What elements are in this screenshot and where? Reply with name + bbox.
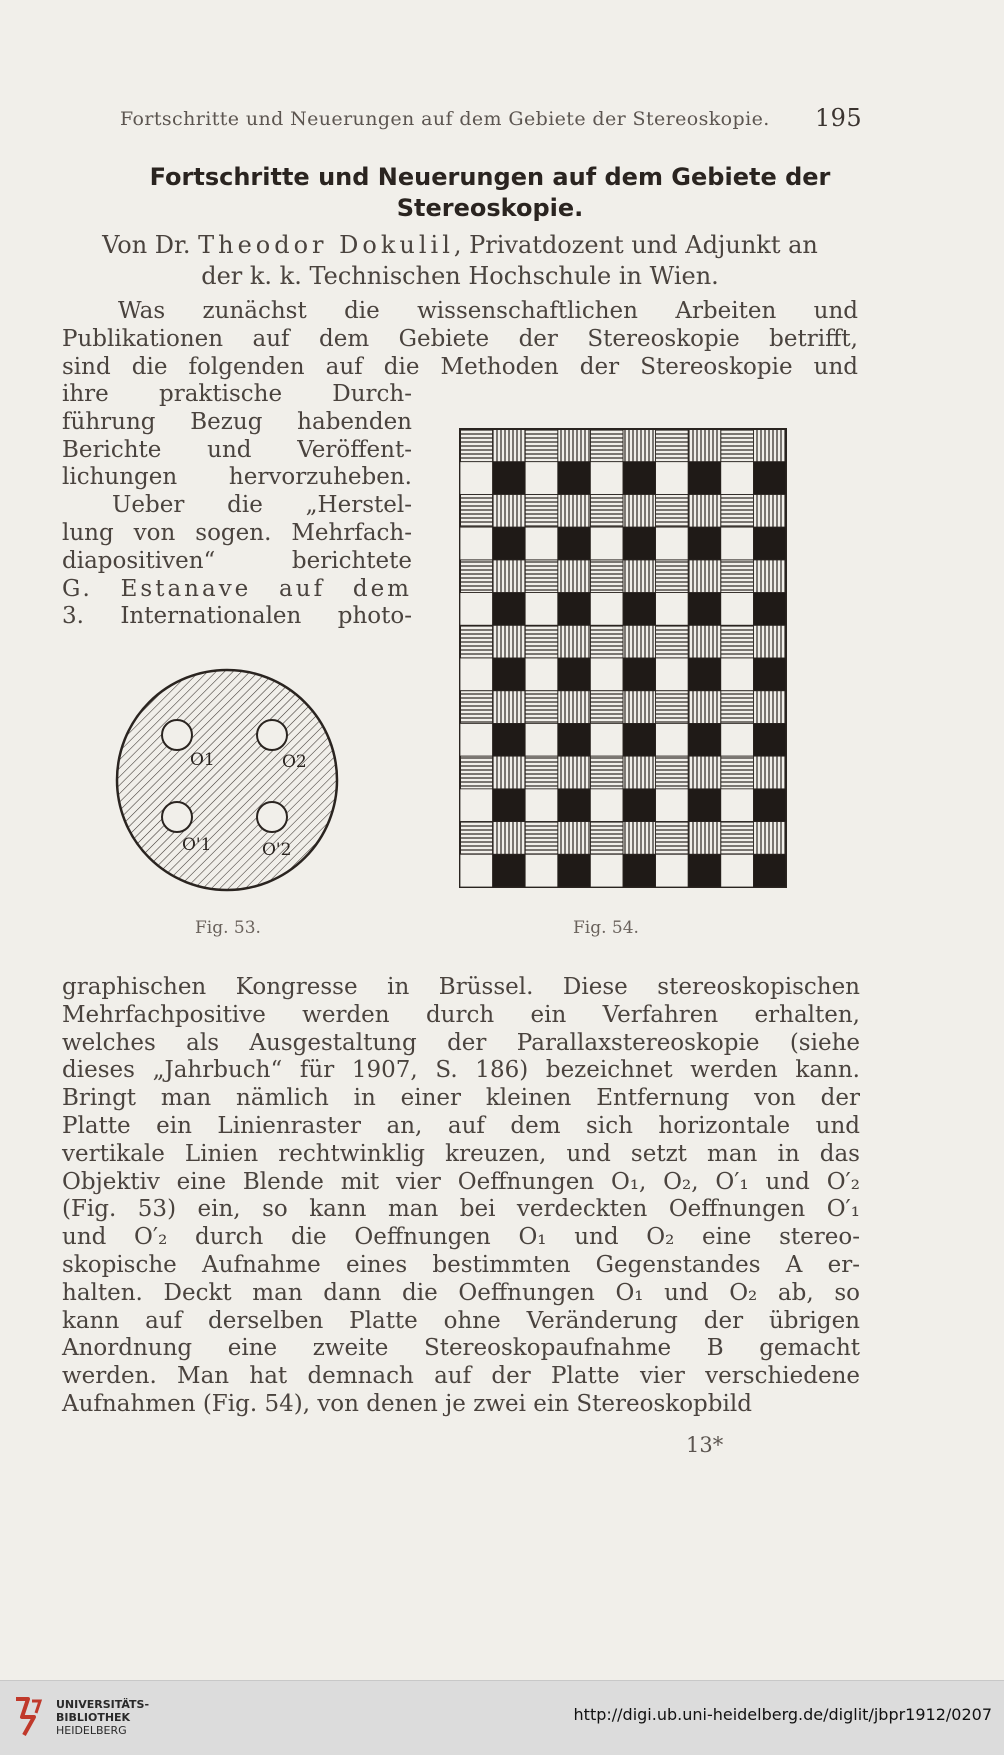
raster-cell	[623, 527, 656, 560]
raster-cell	[623, 560, 656, 593]
raster-cell	[460, 527, 493, 560]
raster-cell	[753, 429, 786, 462]
raster-cell	[525, 756, 558, 789]
running-head	[120, 104, 862, 132]
text-line: dieses „Jahrbuch“ für 1907, S. 186) bezeichnet werden kann.	[62, 1057, 860, 1084]
raster-cell	[460, 625, 493, 658]
raster-cell	[558, 658, 591, 691]
raster-cell	[623, 756, 656, 789]
raster-cell	[460, 593, 493, 626]
raster-cell	[525, 527, 558, 560]
raster-cell	[753, 756, 786, 789]
raster-cell	[525, 854, 558, 887]
raster-cell	[525, 593, 558, 626]
raster-cell	[656, 822, 689, 855]
raster-cell	[590, 756, 623, 789]
author-name: Theodor Dokulil	[198, 231, 454, 259]
raster-cell	[753, 723, 786, 756]
raster-cell	[688, 593, 721, 626]
logo-line-3: HEIDELBERG	[56, 1724, 127, 1737]
raster-cell	[623, 625, 656, 658]
raster-cell	[590, 822, 623, 855]
raster-cell	[558, 593, 591, 626]
raster-cell	[656, 527, 689, 560]
raster-cell	[558, 723, 591, 756]
raster-cell	[590, 462, 623, 495]
raster-cell	[656, 593, 689, 626]
raster-cell	[590, 494, 623, 527]
caption-fig-53: Fig. 53.	[195, 918, 261, 938]
raster-cell	[493, 527, 526, 560]
raster-cell	[721, 658, 754, 691]
raster-cell	[688, 462, 721, 495]
raster-cell	[688, 658, 721, 691]
raster-cell	[623, 494, 656, 527]
raster-cell	[656, 560, 689, 593]
text-line: lung von sogen. Mehrfach-	[62, 519, 412, 546]
raster-cell	[493, 756, 526, 789]
raster-cell	[558, 429, 591, 462]
aperture-o2	[257, 720, 287, 750]
raster-cell	[688, 429, 721, 462]
raster-cell	[688, 854, 721, 887]
text-line: Anordnung eine zweite Stereoskopaufnahme B gemacht	[62, 1335, 860, 1362]
raster-cell	[721, 462, 754, 495]
raster-cell	[688, 723, 721, 756]
text-line: skopische Aufnahme eines bestimmten Gegenstandes A er-	[62, 1251, 860, 1278]
paragraph-intro	[62, 298, 858, 381]
raster-cell	[656, 723, 689, 756]
raster-cell	[493, 691, 526, 724]
raster-cell	[753, 494, 786, 527]
library-logo-text	[56, 1698, 149, 1737]
raster-cell	[721, 527, 754, 560]
raster-cell	[688, 560, 721, 593]
raster-cell	[558, 625, 591, 658]
raster-cell	[460, 691, 493, 724]
raster-cell	[493, 560, 526, 593]
title-line-1: Fortschritte und Neuerungen auf dem Gebiete der	[149, 163, 831, 191]
text-line: graphischen Kongresse in Brüssel. Diese stereoskopischen	[62, 974, 860, 1000]
raster-cell	[688, 625, 721, 658]
figure-53-aperture-disc	[112, 665, 342, 895]
raster-cell	[688, 691, 721, 724]
raster-cell	[525, 625, 558, 658]
text-line: diapositiven“ berichtete	[62, 547, 412, 574]
label-o1-prime: O'1	[182, 835, 212, 855]
raster-cell	[623, 462, 656, 495]
text-line: Was zunächst die wissenschaftlichen Arbeiten und	[118, 298, 858, 324]
raster-cell	[753, 854, 786, 887]
raster-cell	[493, 462, 526, 495]
raster-cell	[688, 756, 721, 789]
raster-cell	[623, 789, 656, 822]
paragraph-narrow-column	[62, 381, 412, 631]
raster-cell	[656, 625, 689, 658]
aperture-o1	[162, 720, 192, 750]
raster-cell	[460, 789, 493, 822]
raster-cell	[525, 560, 558, 593]
raster-cell	[525, 429, 558, 462]
raster-cell	[590, 658, 623, 691]
raster-cell	[590, 593, 623, 626]
raster-cell	[590, 625, 623, 658]
page-number: 195	[814, 104, 862, 132]
raster-cell	[623, 854, 656, 887]
raster-cell	[721, 494, 754, 527]
raster-cell	[688, 494, 721, 527]
author-suffix: , Privatdozent und Adjunkt an	[453, 231, 818, 259]
raster-cell	[493, 658, 526, 691]
text-line: Bringt man nämlich in einer kleinen Entfernung von der	[62, 1085, 860, 1112]
raster-cell	[721, 756, 754, 789]
raster-cell	[623, 723, 656, 756]
text-line: Mehrfachpositive werden durch ein Verfahren erhalten,	[62, 1001, 860, 1028]
raster-cell	[590, 429, 623, 462]
raster-cell	[590, 789, 623, 822]
text-line: Objektiv eine Blende mit vier Oeffnungen O₁, O₂, O′₁ und O′₂	[62, 1168, 860, 1195]
raster-cell	[656, 691, 689, 724]
raster-cell	[558, 854, 591, 887]
raster-cell	[753, 527, 786, 560]
raster-cell	[688, 527, 721, 560]
raster-cell	[460, 658, 493, 691]
raster-cell	[721, 723, 754, 756]
raster-cell	[753, 822, 786, 855]
raster-cell	[721, 625, 754, 658]
text-line: führung Bezug habenden	[62, 408, 412, 435]
raster-cell	[558, 822, 591, 855]
label-o2-prime: O'2	[262, 840, 292, 860]
author-block	[60, 230, 860, 292]
raster-cell	[460, 462, 493, 495]
logo-line-1: UNIVERSITÄTS-	[56, 1698, 150, 1711]
raster-cell	[590, 560, 623, 593]
raster-cell	[656, 658, 689, 691]
raster-cell	[558, 756, 591, 789]
raster-cell	[721, 429, 754, 462]
text-line: Ueber die „Herstel-	[112, 492, 412, 519]
article-title	[100, 162, 880, 224]
viewer-footer	[0, 1680, 1004, 1755]
raster-cell	[460, 429, 493, 462]
raster-cell	[656, 789, 689, 822]
label-o2: O2	[282, 752, 307, 772]
raster-cell	[721, 854, 754, 887]
raster-cell	[525, 691, 558, 724]
raster-cell	[721, 560, 754, 593]
raster-cell	[721, 789, 754, 822]
raster-cell	[753, 462, 786, 495]
raster-cell	[590, 691, 623, 724]
raster-cell	[525, 723, 558, 756]
raster-cell	[590, 723, 623, 756]
raster-cell	[558, 691, 591, 724]
raster-cell	[721, 691, 754, 724]
author-prefix: Von Dr.	[102, 231, 199, 259]
author-line-2: der k. k. Technischen Hochschule in Wien.	[201, 262, 719, 290]
text-line: kann auf derselben Platte ohne Veränderung der übrigen	[62, 1307, 860, 1334]
text-line: halten. Deckt man dann die Oeffnungen O₁ und O₂ ab, so	[62, 1279, 860, 1306]
raster-cell	[493, 593, 526, 626]
raster-cell	[688, 789, 721, 822]
text-line: (Fig. 53) ein, so kann man bei verdeckten Oeffnungen O′₁	[62, 1196, 860, 1223]
aperture-o1-prime	[162, 802, 192, 832]
label-o1: O1	[190, 750, 215, 770]
raster-cell	[623, 658, 656, 691]
raster-cell	[460, 756, 493, 789]
text-line: Aufnahmen (Fig. 54), von denen je zwei ein Stereoskopbild	[62, 1390, 752, 1417]
raster-cell	[460, 560, 493, 593]
raster-cell	[656, 854, 689, 887]
caption-fig-54: Fig. 54.	[573, 918, 639, 938]
raster-cell	[558, 494, 591, 527]
paragraph-main	[62, 974, 860, 1419]
raster-cell	[623, 429, 656, 462]
title-line-2: Stereoskopie.	[396, 194, 584, 222]
raster-cell	[493, 822, 526, 855]
raster-cell	[590, 527, 623, 560]
text-line: Platte ein Linienraster an, auf dem sich horizontale und	[62, 1112, 860, 1139]
signature-mark: 13*	[686, 1433, 724, 1457]
raster-cell	[753, 691, 786, 724]
raster-cell	[493, 429, 526, 462]
raster-cell	[493, 789, 526, 822]
raster-cell	[460, 723, 493, 756]
text-line: lichungen hervorzuheben.	[62, 464, 412, 491]
raster-cell	[460, 854, 493, 887]
library-logo-icon	[12, 1695, 44, 1739]
raster-cell	[525, 462, 558, 495]
raster-cell	[656, 494, 689, 527]
raster-cell	[525, 789, 558, 822]
raster-cell	[558, 462, 591, 495]
text-line: Publikationen auf dem Gebiete der Stereoskopie betrifft,	[62, 325, 858, 352]
raster-cell	[493, 494, 526, 527]
raster-cell	[656, 429, 689, 462]
aperture-o2-prime	[257, 802, 287, 832]
raster-cell	[753, 789, 786, 822]
raster-cell	[753, 625, 786, 658]
text-line: und O′₂ durch die Oeffnungen O₁ und O₂ eine stereo-	[62, 1224, 860, 1251]
text-line: G. Estanave auf dem	[62, 575, 412, 602]
raster-cell	[493, 854, 526, 887]
logo-line-2: BIBLIOTHEK	[56, 1711, 131, 1724]
text-line: ihre praktische Durch-	[62, 381, 412, 407]
raster-cell	[656, 756, 689, 789]
source-url-link[interactable]: http://digi.ub.uni-heidelberg.de/diglit/jbpr1912/0207	[573, 1705, 992, 1724]
raster-cell	[558, 527, 591, 560]
raster-cell	[753, 560, 786, 593]
raster-cell	[493, 625, 526, 658]
raster-cell	[460, 822, 493, 855]
text-line: 3. Internationalen photo-	[62, 603, 412, 630]
raster-cell	[623, 691, 656, 724]
raster-cell	[753, 658, 786, 691]
text-line: werden. Man hat demnach auf der Platte vier verschiedene	[62, 1363, 860, 1390]
author-line-1	[60, 230, 860, 261]
raster-cell	[721, 593, 754, 626]
raster-cell	[525, 822, 558, 855]
raster-cell	[493, 723, 526, 756]
raster-cell	[623, 822, 656, 855]
raster-cell	[688, 822, 721, 855]
text-line: sind die folgenden auf die Methoden der Stereoskopie und	[62, 353, 858, 380]
raster-cell	[558, 789, 591, 822]
text-line: Berichte und Veröffent-	[62, 436, 412, 463]
raster-cell	[656, 462, 689, 495]
raster-cell	[460, 494, 493, 527]
raster-cell	[721, 822, 754, 855]
text-line: welches als Ausgestaltung der Parallaxstereoskopie (siehe	[62, 1029, 860, 1056]
text-line: vertikale Linien rechtwinklig kreuzen, und setzt man in das	[62, 1140, 860, 1167]
raster-cell	[590, 854, 623, 887]
running-head-text: Fortschritte und Neuerungen auf dem Gebiete der Stereoskopie.	[120, 108, 770, 130]
raster-cell	[753, 593, 786, 626]
raster-cell	[623, 593, 656, 626]
raster-cell	[525, 494, 558, 527]
raster-cell	[558, 560, 591, 593]
raster-cell	[525, 658, 558, 691]
figure-54-raster-grid	[459, 428, 787, 888]
